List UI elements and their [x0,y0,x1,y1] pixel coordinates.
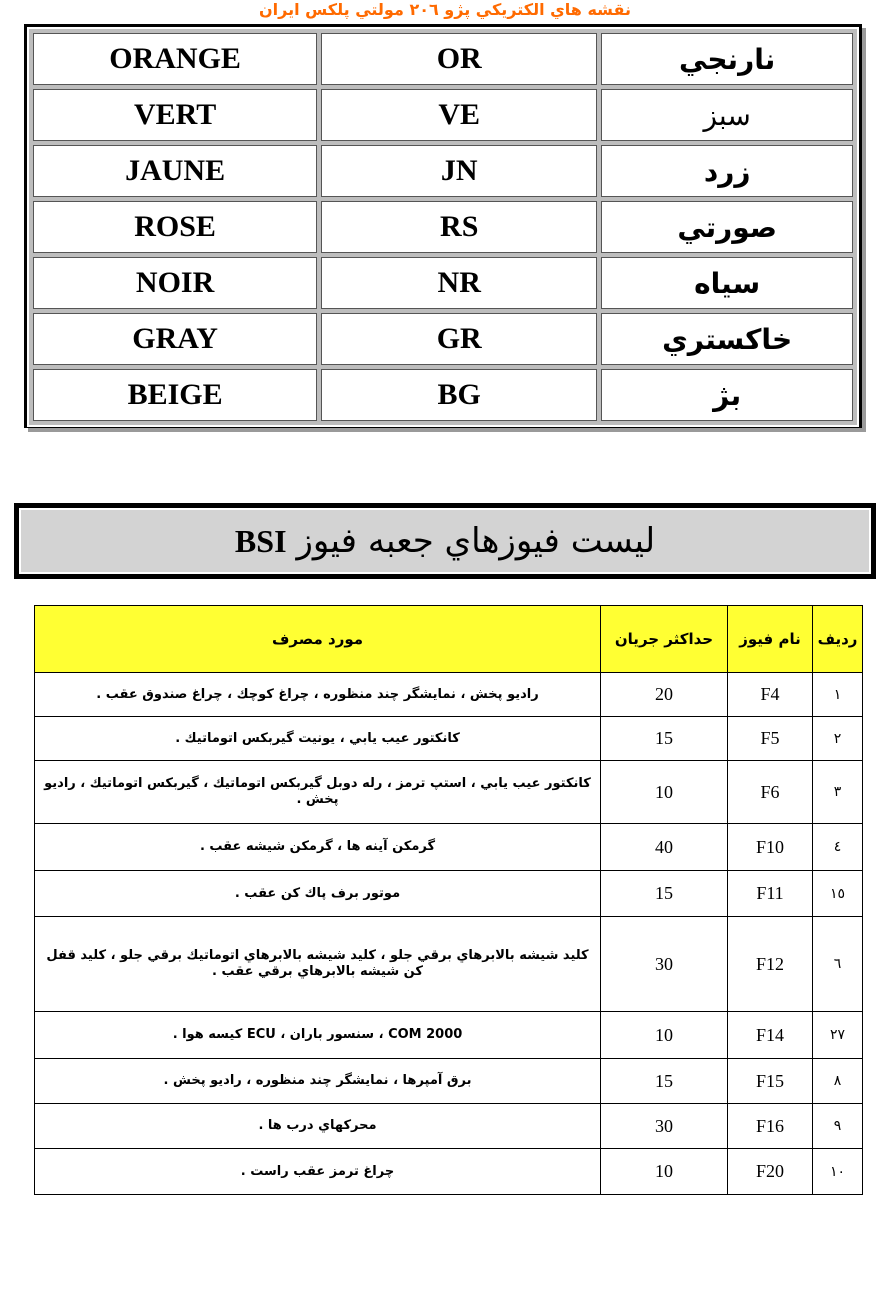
fuse-description: كانكتور عيب يابي ، يونيت گيربكس اتوماتيك . [35,717,601,761]
fuse-index: ٤ [813,824,863,871]
fuse-index: ١ [813,673,863,717]
fuse-list-banner [14,503,876,579]
color-code: OR [321,33,597,85]
color-name-fa: خاكستري [601,313,853,365]
fuse-name: F6 [728,761,813,824]
color-name-en: VERT [33,89,317,141]
fuse-amperage: 10 [601,761,728,824]
fuse-description: برق آمپرها ، نمايشگر چند منظوره ، راديو پخش . [35,1059,601,1104]
color-code: JN [321,145,597,197]
table-row [35,871,863,917]
fuse-name: F15 [728,1059,813,1104]
fuse-description: كانكتور عيب يابي ، استپ ترمز ، رله دوبل گيربكس اتوماتيك ، گيربكس اتوماتيك ، راديو پخش . [35,761,601,824]
table-row [35,1104,863,1149]
color-row [33,257,853,309]
fuse-name: F10 [728,824,813,871]
fuse-index: ٢٧ [813,1012,863,1059]
color-code: BG [321,369,597,421]
color-name-fa: صورتي [601,201,853,253]
fuse-table [34,605,863,1195]
color-name-fa: سبز [601,89,853,141]
table-row [35,673,863,717]
table-row [35,824,863,871]
table-row [35,917,863,1012]
fuse-amperage: 15 [601,1059,728,1104]
color-code: NR [321,257,597,309]
fuse-description: چراغ ترمز عقب راست . [35,1149,601,1195]
fuse-name: F12 [728,917,813,1012]
color-name-en: ORANGE [33,33,317,85]
fuse-index: ٣ [813,761,863,824]
fuse-description: COM 2000 ، سنسور باران ، ECU كيسه هوا . [35,1012,601,1059]
fuse-description: كليد شيشه بالابرهاي برقي جلو ، كليد شيشه بالابرهاي اتوماتيك برقي جلو ، كليد قفل كن شيشه بالابرهاي برقي عقب . [35,917,601,1012]
color-name-fa: بژ [601,369,853,421]
header-idx: رديف [813,606,863,673]
color-name-fa: زرد [601,145,853,197]
fuse-description: موتور برف پاك كن عقب . [35,871,601,917]
fuse-name: F20 [728,1149,813,1195]
fuse-amperage: 30 [601,1104,728,1149]
fuse-name: F11 [728,871,813,917]
fuse-amperage: 15 [601,717,728,761]
table-row [35,761,863,824]
color-name-en: JAUNE [33,145,317,197]
fuse-table-header [35,606,863,673]
fuse-description: محركهاي درب ها . [35,1104,601,1149]
banner-title: ليست فيوزهاي جعبه فيوز [296,521,656,561]
fuse-name: F16 [728,1104,813,1149]
banner-latin: BSI [234,522,287,559]
color-row [33,313,853,365]
fuse-description: راديو پخش ، نمايشگر چند منظوره ، چراغ كوچك ، چراغ صندوق عقب . [35,673,601,717]
color-row [33,33,853,85]
header-amp: حداكثر جريان [601,606,728,673]
fuse-index: ٩ [813,1104,863,1149]
color-code: VE [321,89,597,141]
fuse-index: ٦ [813,917,863,1012]
color-row [33,369,853,421]
fuse-amperage: 20 [601,673,728,717]
wire-color-table [24,24,862,428]
color-name-en: ROSE [33,201,317,253]
color-name-en: GRAY [33,313,317,365]
fuse-index: ٢ [813,717,863,761]
fuse-amperage: 10 [601,1149,728,1195]
fuse-index: ٨ [813,1059,863,1104]
fuse-amperage: 40 [601,824,728,871]
color-row [33,145,853,197]
table-row [35,1059,863,1104]
color-name-fa: نارنجي [601,33,853,85]
fuse-name: F14 [728,1012,813,1059]
table-row [35,1012,863,1059]
color-name-fa: سياه [601,257,853,309]
fuse-amperage: 15 [601,871,728,917]
fuse-index: ١٠ [813,1149,863,1195]
color-row [33,201,853,253]
fuse-description: گرمكن آينه ها ، گرمكن شيشه عقب . [35,824,601,871]
color-row [33,89,853,141]
fuse-amperage: 30 [601,917,728,1012]
header-name: نام فيوز [728,606,813,673]
page-title: نقشه هاي الكتريكي پژو ٢٠٦ مولتي پلكس ايران [259,0,631,19]
color-code: GR [321,313,597,365]
table-row [35,1149,863,1195]
header-desc: مورد مصرف [35,606,601,673]
fuse-name: F4 [728,673,813,717]
fuse-name: F5 [728,717,813,761]
color-name-en: NOIR [33,257,317,309]
color-name-en: BEIGE [33,369,317,421]
table-row [35,717,863,761]
fuse-index: ١٥ [813,871,863,917]
fuse-amperage: 10 [601,1012,728,1059]
color-code: RS [321,201,597,253]
